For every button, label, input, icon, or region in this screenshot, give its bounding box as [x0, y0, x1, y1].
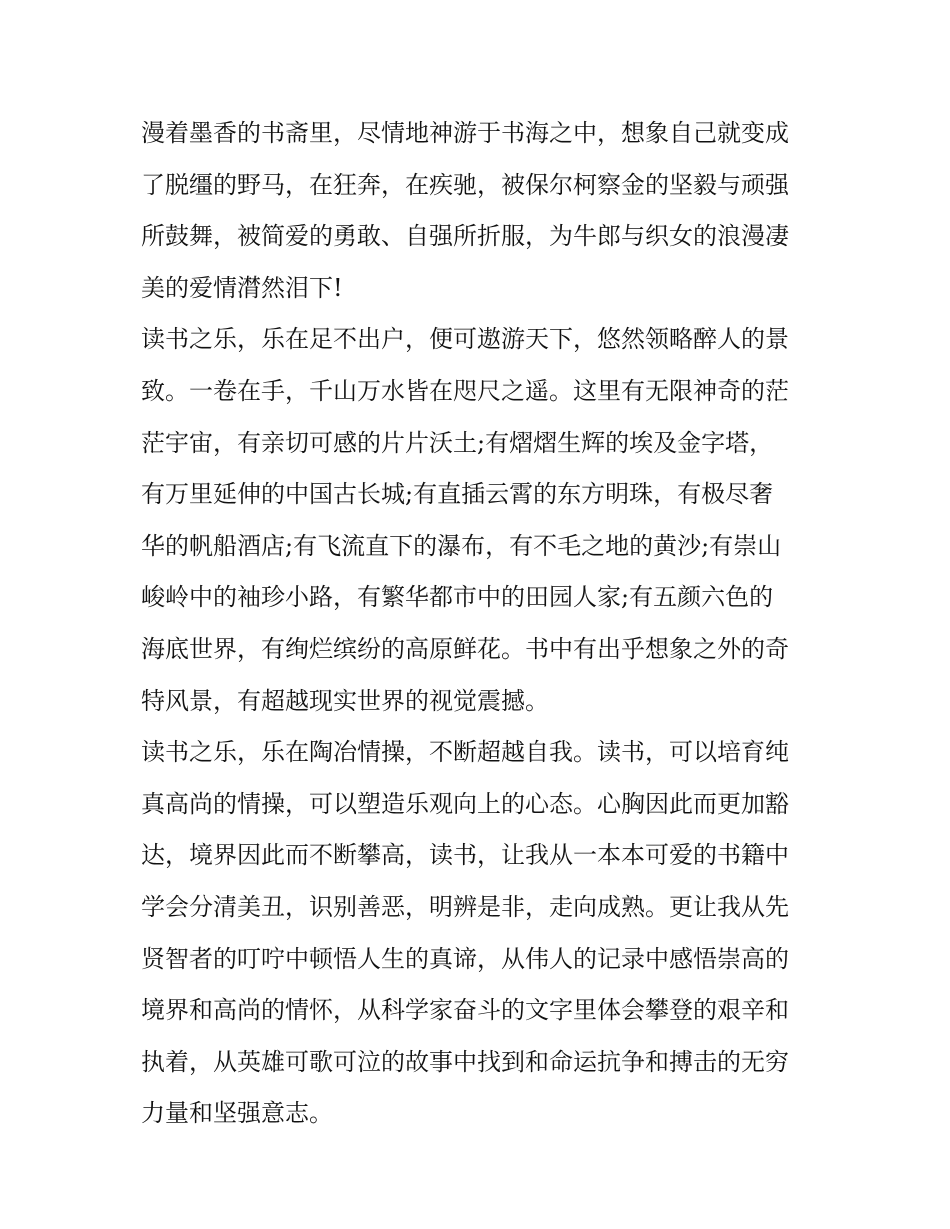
text-line: 华的帆船酒店;有飞流直下的瀑布，有不毛之地的黄沙;有崇山 [141, 531, 782, 560]
paragraph-3 [141, 727, 821, 1140]
text-line: 峻岭中的袖珍小路，有繁华都市中的田园人家;有五颜六色的 [141, 583, 774, 612]
text-line: 境界和高尚的情怀，从科学家奋斗的文字里体会攀登的艰辛和 [141, 996, 789, 1025]
text-line: 力量和坚强意志。 [141, 1099, 333, 1128]
text-line: 读书之乐，乐在足不出户，便可遨游天下，悠然领略醉人的景 [141, 325, 789, 354]
text-line: 漫着墨香的书斋里，尽情地神游于书海之中，想象自己就变成 [141, 119, 789, 147]
body-text [141, 108, 821, 1140]
text-line: 致。一卷在手，千山万水皆在咫尺之遥。这里有无限神奇的茫 [141, 376, 789, 405]
text-line: 真高尚的情操，可以塑造乐观向上的心态。心胸因此而更加豁 [141, 789, 789, 818]
text-line: 学会分清美丑，识别善恶，明辨是非，走向成熟。更让我从先 [141, 892, 789, 921]
text-line: 特风景，有超越现实世界的视觉震撼。 [141, 686, 549, 715]
text-line: 美的爱情潸然泪下! [141, 273, 343, 302]
text-line: 了脱缰的野马，在狂奔，在疾驰，被保尔柯察金的坚毅与顽强 [141, 170, 789, 199]
text-line: 读书之乐，乐在陶冶情操，不断超越自我。读书，可以培育纯 [141, 738, 789, 767]
paragraph-1 [141, 108, 821, 314]
text-line: 贤智者的叮咛中顿悟人生的真谛，从伟人的记录中感悟崇高的 [141, 944, 789, 973]
text-line: 执着，从英雄可歌可泣的故事中找到和命运抗争和搏击的无穷 [141, 1047, 789, 1076]
text-line: 达，境界因此而不断攀高，读书，让我从一本本可爱的书籍中 [141, 841, 789, 870]
paragraph-2 [141, 314, 821, 727]
text-line: 有万里延伸的中国古长城;有直插云霄的东方明珠，有极尽奢 [141, 480, 774, 509]
text-line: 海底世界，有绚烂缤纷的高原鲜花。书中有出乎想象之外的奇 [141, 634, 789, 663]
text-line: 所鼓舞，被简爱的勇敢、自强所折服，为牛郎与织女的浪漫凄 [141, 222, 789, 251]
text-line: 茫宇宙，有亲切可感的片片沃土;有熠熠生辉的埃及金字塔， [141, 428, 774, 457]
